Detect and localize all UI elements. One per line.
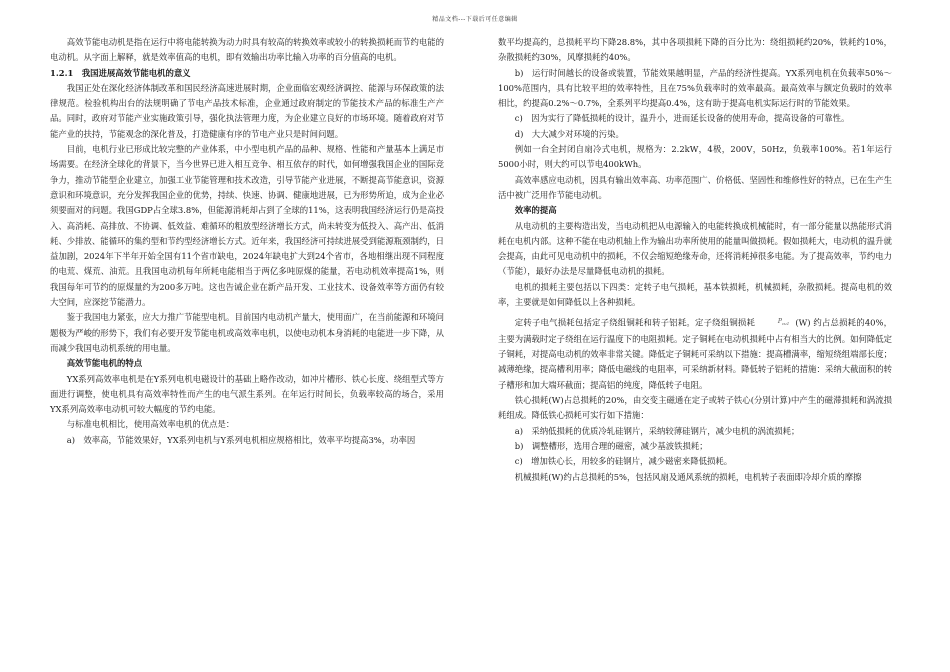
paragraph-yx-series: YX系列高效率电机是在Y系列电机电磁设计的基础上略作改动，如冲片槽形、铁心长度、绕组型式等方面进行调整，使电机具有高效率特性而产生的电气派生系列。在年运行时间长，负载率较高的场合，采用YX系列高效率电动机可较大幅度的节约电能。 [50, 373, 444, 415]
paragraph-copper-loss [498, 314, 892, 393]
left-column [50, 35, 444, 448]
paragraph-continued: 数平均提高约，总损耗平均下降28.8%，其中各项损耗下降的百分比为：绕组损耗约20%，铁耗约10%，杂散损耗约30%，风摩损耗约40%。 [498, 37, 892, 63]
heading-efficiency: 效率的提高 [514, 205, 557, 216]
formula-pcu1: $P_{cu1}$ [777, 318, 790, 327]
paragraph-loss-types: 电机的损耗主要包括以下四类：定转子电气损耗，基本铁损耗，机械损耗，杂散损耗。提高电机的效率，主要就是如何降低以上各种损耗。 [498, 281, 892, 308]
paragraph-advantages-intro: 与标准电机相比，使用高效率电机的优点是： [66, 419, 235, 430]
header-watermark: 精品文档---下载后可任意编辑 [432, 16, 518, 23]
copper-loss-text-rest: (W) 约占总损耗的40%，主要为满载时定子绕组在运行温度下的电阻损耗。定子铜耗在电动机损耗中占有相当大的比例。如何降低定子铜耗，对提高电动机的效率非常关键。降低定子铜耗可采纳以下措施：提高槽满率，缩短绕组端部长度；减薄绝缘，提高槽利用率；降低电磁线的电阻率，可采纳新材料。降低转子铝耗的措施：采纳大截面积的转子槽形和加大端环截面；提高铝的纯度，降低转子电阻。 [498, 317, 893, 390]
list-item-d: d) 大大减少对环境的污染。 [514, 128, 624, 139]
paragraph-intro: 高效节能电动机是指在运行中将电能转换为动力时具有较高的转换效率或较小的转换损耗而节约电能的电动机。从字面上解释，就是效率值高的电机，即有效输出功率比输入功率的百分值高的电机。 [50, 37, 444, 63]
right-column [498, 35, 892, 485]
iron-loss-item-a: a) 采纳低损耗的优质冷轧硅钢片，采纳较薄硅钢片，减少电机的涡流损耗； [514, 425, 800, 436]
paragraph-promotion: 鉴于我国电力紧张，应大力推广节能型电机。目前国内电动机产量大，使用面广，在当前能源和环境问题极为严峻的形势下，我们有必要开发节能电机或高效率电机，以使电动机本身消耗的电能进一步下降，从而减少我国电动机系统的用电量。 [50, 312, 444, 353]
heading-1-2-1: 1.2.1 我国进展高效节能电机的意义 [50, 67, 191, 78]
paragraph-losses: 从电动机的主要构造出发，当电动机把从电源输入的电能转换成机械能时，有一部分能量以热能形式消耗在电机内部。这种不能在电动机轴上作为输出功率所使用的能量叫做损耗。假如损耗大，电动机的温升就会提高，由此可见电动机中的损耗，不仅会缩短绝缘寿命，还将消耗掉很多电能。为了提高效率，节约电力（节能），最好办法是尽量降低电动机的损耗。 [498, 220, 892, 277]
heading-features: 高效节能电机的特点 [66, 358, 143, 369]
paragraph-example: 例如一台全封闭自扇冷式电机，规格为：2.2kW，4极，200V，50Hz，负载率100%。若1年运行5000小时，则大约可以节电400kWh。 [498, 144, 892, 170]
paragraph-induction-motor: 高效率感应电动机，因具有输出效率高、功率范围广、价格低、坚固性和维修性好的特点，已在生产生活中被广泛用作节能电动机。 [498, 174, 892, 200]
list-item-b: b) 运行时间越长的设备或装置，节能效果越明显，产品的经济性提高。YX系列电机在负载率50%～100%范围内，具有比较平坦的效率特性，且在75%负载率时的效率最高。最高效率与额定负载时的效率相比，约提高0.2%～0.7%，全系列平均提高0.4%，这有助于提高电机实际运行时的节能效果。 [498, 67, 892, 109]
list-item-a: a) 效率高，节能效果好，YX系列电机与Y系列电机相应规格相比，效率平均提高3%，功率因 [66, 434, 416, 445]
list-item-c: c) 因为实行了降低损耗的设计，温升小，进而延长设备的使用寿命，提高设备的可靠性。 [514, 113, 850, 124]
paragraph-mechanical-loss: 机械损耗(W)约占总损耗的5%，包括风扇及通风系统的损耗，电机转子表面即冷却介质的摩擦 [514, 471, 862, 482]
paragraph-iron-loss: 铁心损耗(W)占总损耗的20%，由交变主磁通在定子或转子铁心(分别计算)中产生的磁滞损耗和涡流损耗组成。降低铁心损耗可实行如下措施： [498, 395, 892, 421]
copper-loss-text-start: 定转子电气损耗包括定子绕组铜耗和转子铝耗。定子绕组铜损耗 [514, 317, 756, 328]
iron-loss-item-c: c) 增加铁心长，用较多的硅钢片，减少磁密来降低损耗。 [514, 456, 733, 467]
paragraph-policy: 我国正处在深化经济体制改革和国民经济高速进展时期，企业面临宏观经济调控、能源与环保政策的法律规范。检验机构出台的法规明确了节电产品技术标准，企业通过政府制定的节能技术产品的标准生产产品。同时，政府对节能产业实施政策引导，强化执法管理力度，为企业建立良好的市场环境。随着政府对节能产业的扶持，节能观念的深化普及，打造健康有序的节电产业只是时间问题。 [50, 82, 444, 139]
paragraph-industry: 目前，电机行业已形成比较完整的产业体系，中小型电机产品的品种、规格、性能和产量基本上满足市场需要。在经济全球化的背景下，当今世界已进入相互竞争、相互依存的时代，如何增强我国企业的国际竞争力，推动节能型企业建立，加强工业节能管理和技术改造，引导节能产业进展，不断提高节能意识，资源意识和环境意识，充分发挥我国企业的优势，持续、快速、协调、健康地进展，已为形势所迫，成为企业必须要面对的问题。我国GDP占全球3.8%，但能源消耗却占到了全球的11%，这表明我国经济运行仍是高投入、高消耗、高排放、不协调、低效益、难循环的粗放型经济增长方式，尚未转变为低投入、高产出、低消耗、少排放、能循环的集约型和节约型经济增长方式。近年来，我国经济可持续进展受到能源瓶颈制约，日益加剧，2024年下半年开始全国有11个省市缺电，2024年缺电扩大到24个省市，各地相继出现不同程度的电荒、煤荒、油荒。且我国电动机每年所耗电能相当于两亿多吨原煤的能量，若电动机效率提高1%，则我国每年可节约的原煤量约为200多万吨。这也告诫企业在新产品开发、工业技术、设备效率等方面仍有较大空间，应深挖节能潜力。 [50, 144, 444, 308]
iron-loss-item-b: b) 调整槽形，选用合理的磁密，减少基波铁损耗； [514, 440, 708, 451]
